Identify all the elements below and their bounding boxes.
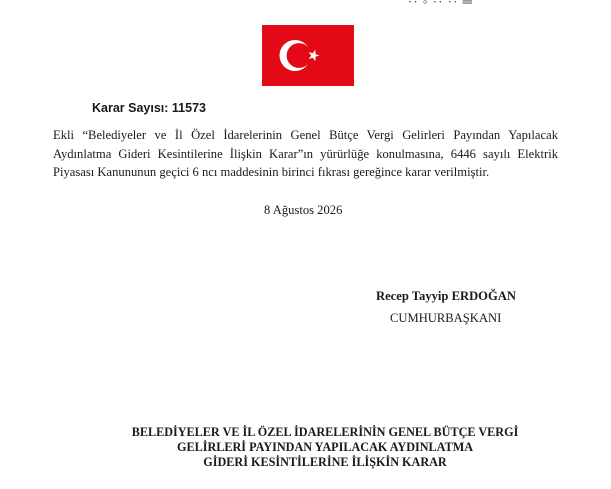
regulation-heading [80,425,570,471]
cropped-header-fragment: ·· ◦ ·· ·· ═ [408,0,473,9]
decision-body-text: Ekli “Belediyeler ve İl Özel İdarelerinin Genel Bütçe Vergi Gelirleri Payından Yapılacak Aydınlatma Gideri Kesintilerine İlişkin Karar”ın yürürlüğe konulmasına, 6446 sayılı Elektrik Piyasası Kanununun geçici 6 ncı maddesinin birinci fıkrası gereğince karar verilmiştir. [53,128,558,180]
turkish-flag-icon [262,25,354,86]
decision-date: 8 Ağustos 2026 [264,203,343,217]
regulation-heading-line: GİDERİ KESİNTİLERİNE İLİŞKİN KARAR [203,455,447,470]
signer-name: Recep Tayyip ERDOĞAN [376,289,516,303]
decision-number: Karar Sayısı: 11573 [92,101,206,115]
regulation-heading-line: GELİRLERİ PAYINDAN YAPILACAK AYDINLATMA [176,440,474,455]
regulation-heading-line: BELEDİYELER VE İL ÖZEL İDARELERİNİN GENEL BÜTÇE VERGİ [131,425,519,439]
signer-title: CUMHURBAŞKANI [390,311,502,325]
